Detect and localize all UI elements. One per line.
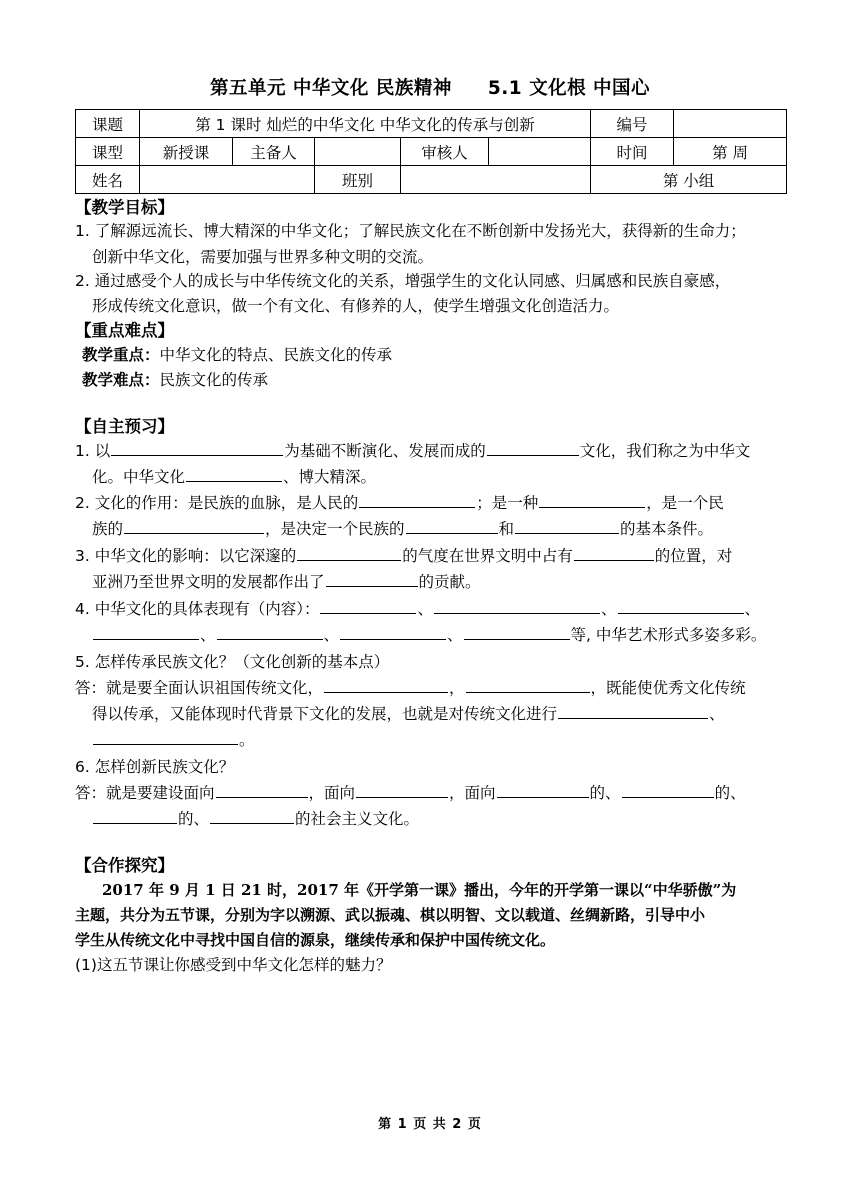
table-cell[interactable] bbox=[489, 138, 591, 166]
cooperate-paragraph-line-1: 2017 年 9 月 1 日 21 时，2017 年《开学第一课》播出，今年的开学第一课以“中华骄傲”为 bbox=[102, 881, 737, 899]
q5-text-d: ，既能使优秀文化传统 bbox=[590, 679, 746, 697]
q5-text-e: 得以传承，又能体现时代背景下文化的发展，也就是对传统文化进行 bbox=[92, 705, 558, 723]
question-2-line-1 bbox=[75, 490, 724, 517]
blank[interactable] bbox=[434, 596, 600, 614]
table-cell: 课题 bbox=[76, 110, 140, 138]
table-cell: 新授课 bbox=[140, 138, 233, 166]
table-cell: 编号 bbox=[591, 110, 674, 138]
focus-label: 教学重点： bbox=[82, 346, 160, 364]
question-2-line-2 bbox=[92, 516, 713, 543]
q5-text-b: 答：就是要全面认识祖国传统文化， bbox=[75, 679, 324, 697]
table-row bbox=[76, 110, 787, 138]
cooperate-paragraph-line-3: 学生从传统文化中寻找中国自信的源泉，继续传承和保护中国传统文化。 bbox=[75, 931, 556, 949]
q2-text-c: ，是一个民 bbox=[646, 494, 724, 512]
objective-1-line-1: 1. 了解源远流长、博大精深的中华文化；了解民族文化在不断创新中发扬光大，获得新的生命力； bbox=[75, 222, 746, 240]
q3-text-b: 的气度在世界文明中占有 bbox=[402, 547, 573, 565]
q6-text-e: 的、 bbox=[589, 784, 621, 802]
blank[interactable] bbox=[217, 622, 323, 640]
table-cell[interactable] bbox=[315, 138, 401, 166]
separator: 、 bbox=[447, 626, 463, 644]
question-6-answer-line-1 bbox=[75, 780, 746, 807]
blank[interactable] bbox=[326, 569, 418, 587]
objectives-heading: 【教学目标】 bbox=[75, 198, 174, 217]
separator: 、 bbox=[323, 626, 340, 644]
blank[interactable] bbox=[497, 780, 589, 798]
table-cell: 时间 bbox=[591, 138, 674, 166]
difficulty-text: 民族文化的传承 bbox=[159, 371, 269, 389]
blank[interactable] bbox=[406, 516, 498, 534]
question-6-answer-line-2 bbox=[92, 806, 419, 833]
lesson-info-table bbox=[75, 109, 787, 194]
table-row bbox=[76, 138, 787, 166]
table-cell: 第 周 bbox=[674, 138, 787, 166]
question-4-line-1 bbox=[75, 596, 760, 623]
q6-text-f: 的、 bbox=[714, 784, 746, 802]
page-number: 第 1 页 共 2 页 bbox=[378, 1117, 482, 1132]
q2-text-a: 2. 文化的作用：是民族的血脉，是人民的 bbox=[75, 494, 359, 512]
q1-text-d: 化。中华文化 bbox=[92, 468, 186, 486]
blank[interactable] bbox=[618, 596, 744, 614]
q2-text-f: 和 bbox=[498, 520, 515, 538]
q6-text-b: 答：就是要建设面向 bbox=[75, 784, 215, 802]
question-5-title: 5. 怎样传承民族文化？（文化创新的基本点） bbox=[75, 653, 390, 671]
q3-text-c: 的位置，对 bbox=[654, 547, 733, 565]
question-4-line-2 bbox=[92, 622, 766, 649]
table-cell: 主备人 bbox=[233, 138, 315, 166]
blank[interactable] bbox=[297, 543, 401, 561]
q2-text-b: ；是一种 bbox=[476, 494, 539, 512]
q3-text-e: 的贡献。 bbox=[418, 573, 481, 591]
blank[interactable] bbox=[320, 596, 416, 614]
separator: 、 bbox=[600, 600, 617, 618]
separator: 、 bbox=[200, 626, 216, 644]
table-cell[interactable] bbox=[140, 166, 315, 194]
separator: 、 bbox=[744, 600, 761, 618]
table-cell: 姓名 bbox=[76, 166, 140, 194]
objective-2-line-2: 形成传统文化意识，做一个有文化、有修养的人，使学生增强文化创造活力。 bbox=[92, 297, 620, 315]
cooperate-question-1: (1)这五节课让你感受到中华文化怎样的魅力？ bbox=[75, 956, 392, 974]
question-6-title: 6. 怎样创新民族文化？ bbox=[75, 758, 235, 776]
blank[interactable] bbox=[466, 675, 590, 693]
unit-title: 第五单元 中华文化 民族精神 bbox=[209, 78, 452, 99]
question-5-answer-line-3 bbox=[92, 727, 255, 754]
page-title bbox=[0, 74, 860, 100]
q4-text-a: 4. 中华文化的具体表现有（内容）： bbox=[75, 600, 320, 618]
blank[interactable] bbox=[622, 780, 714, 798]
q6-text-h: 的社会主义文化。 bbox=[295, 810, 420, 828]
q5-text-g: 。 bbox=[239, 731, 255, 749]
q5-text-f: 、 bbox=[709, 705, 725, 723]
question-1-line-1 bbox=[75, 438, 750, 465]
blank[interactable] bbox=[574, 543, 654, 561]
blank[interactable] bbox=[539, 490, 645, 508]
q2-text-d: 族的 bbox=[92, 520, 124, 538]
question-1-line-2 bbox=[92, 464, 376, 491]
objective-1-line-2: 创新中华文化，需要加强与世界多种文明的交流。 bbox=[92, 248, 434, 266]
blank[interactable] bbox=[93, 622, 199, 640]
focus-text: 中华文化的特点、民族文化的传承 bbox=[159, 346, 393, 364]
difficulty-label: 教学难点： bbox=[82, 371, 160, 389]
blank[interactable] bbox=[359, 490, 475, 508]
blank[interactable] bbox=[186, 464, 282, 482]
table-cell: 审核人 bbox=[401, 138, 489, 166]
q3-text-a: 3. 中华文化的影响：以它深邃的 bbox=[75, 547, 297, 565]
table-cell[interactable] bbox=[674, 110, 787, 138]
question-3-line-2 bbox=[92, 569, 481, 596]
q3-text-d: 亚洲乃至世界文明的发展都作出了 bbox=[92, 573, 325, 591]
question-5-answer-line-2 bbox=[92, 701, 725, 728]
cooperate-heading: 【合作探究】 bbox=[75, 856, 174, 875]
q4-text-end: 等, 中华艺术形式多姿多彩。 bbox=[570, 626, 767, 644]
q6-text-c: ，面向 bbox=[308, 784, 356, 802]
blank[interactable] bbox=[124, 516, 264, 534]
q6-text-g: 的、 bbox=[178, 810, 210, 828]
cooperate-paragraph-line-2: 主题，共分为五节课，分别为字以溯源、武以振魂、棋以明智、文以载道、丝绸新路，引导中小 bbox=[75, 906, 706, 924]
blank[interactable] bbox=[324, 675, 448, 693]
q2-text-g: 的基本条件。 bbox=[620, 520, 714, 538]
lesson-title: 5.1 文化根 中国心 bbox=[487, 78, 651, 99]
table-cell: 第 小组 bbox=[591, 166, 787, 194]
table-row bbox=[76, 166, 787, 194]
blank[interactable] bbox=[93, 727, 238, 745]
table-cell: 第 1 课时 灿烂的中华文化 中华文化的传承与创新 bbox=[140, 110, 591, 138]
blank[interactable] bbox=[558, 701, 708, 719]
question-5-answer-line-1 bbox=[75, 675, 746, 702]
focus-line bbox=[82, 342, 392, 369]
question-3-line-1 bbox=[75, 543, 732, 570]
blank[interactable] bbox=[515, 516, 619, 534]
preview-heading: 【自主预习】 bbox=[75, 417, 174, 436]
blank[interactable] bbox=[216, 780, 308, 798]
blank[interactable] bbox=[487, 438, 579, 456]
blank[interactable] bbox=[210, 806, 294, 824]
blank[interactable] bbox=[111, 438, 283, 456]
blank[interactable] bbox=[93, 806, 177, 824]
q2-text-e: ，是决定一个民族的 bbox=[265, 520, 405, 538]
blank[interactable] bbox=[356, 780, 448, 798]
q5-text-c: ， bbox=[449, 679, 465, 697]
q1-text-c: 文化，我们称之为中华文 bbox=[579, 442, 751, 460]
q6-text-d: ，面向 bbox=[449, 784, 496, 802]
key-points-heading: 【重点难点】 bbox=[75, 321, 174, 340]
table-cell: 课型 bbox=[76, 138, 140, 166]
separator: 、 bbox=[417, 600, 433, 618]
q1-text-a: 1. 以 bbox=[75, 442, 111, 460]
q1-text-b: 为基础不断演化、发展而成的 bbox=[284, 442, 486, 460]
table-cell: 班别 bbox=[315, 166, 401, 194]
table-cell[interactable] bbox=[401, 166, 591, 194]
blank[interactable] bbox=[464, 622, 570, 640]
blank[interactable] bbox=[340, 622, 446, 640]
objective-2-line-1: 2. 通过感受个人的成长与中华传统文化的关系，增强学生的文化认同感、归属感和民族自豪感， bbox=[75, 272, 731, 290]
difficulty-line bbox=[82, 367, 268, 394]
q1-text-e: 、博大精深。 bbox=[283, 468, 377, 486]
